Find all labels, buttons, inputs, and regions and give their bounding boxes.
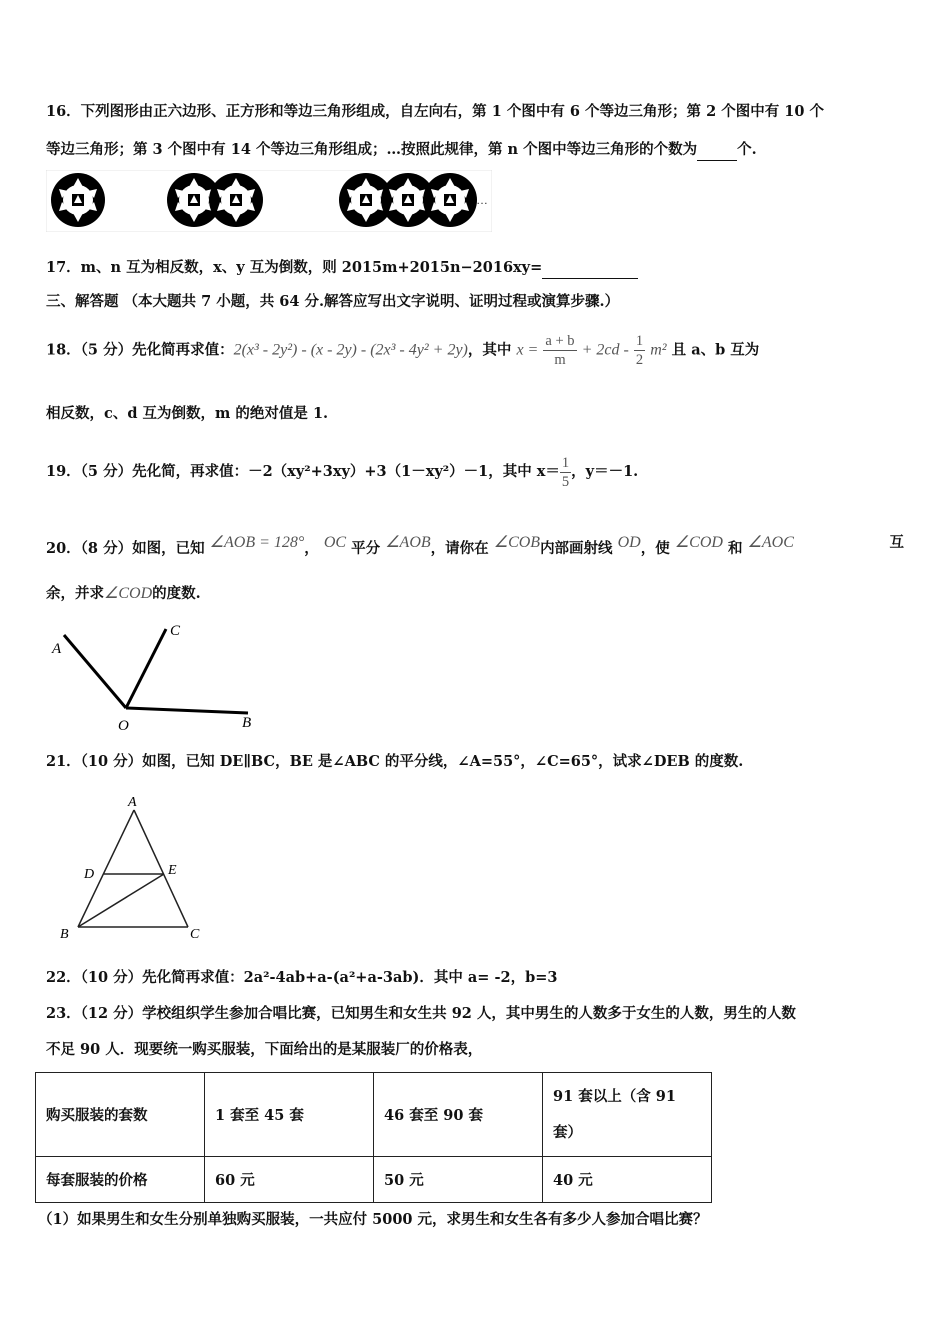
q20-angle-cod: ∠COD xyxy=(674,534,723,551)
q20-line2-b: 的度数. xyxy=(152,585,201,602)
table-cell: 购买服装的套数 xyxy=(36,1073,205,1157)
q16-line2-text: 等边三角形；第 3 个图中有 14 个等边三角形组成；…按照此规律，第 n 个图中等边三角形的个数为 xyxy=(46,141,698,158)
price-table xyxy=(35,1072,712,1203)
table-cell: 1 套至 45 套 xyxy=(205,1073,374,1157)
q19-frac-num: 1 xyxy=(561,454,570,471)
q18-line2: 相反数，c、d 互为倒数，m 的绝对值是 1. xyxy=(46,405,329,422)
q20-angle-aoc: ∠AOC xyxy=(747,534,794,551)
q18-frac2-num: 1 xyxy=(635,333,644,349)
q16-line2 xyxy=(46,140,757,161)
label-b: B xyxy=(242,715,252,731)
q20-od: OD xyxy=(617,534,641,551)
label-d: D xyxy=(84,867,95,882)
q18-frac1-den: m xyxy=(554,352,566,368)
q20-and: 和 xyxy=(727,540,743,557)
q21-triangle-figure xyxy=(56,792,216,944)
label-e: E xyxy=(168,863,177,878)
q19-suffix: ，y＝－1. xyxy=(571,463,639,480)
q18-prefix: 18．（5 分）先化简再求值： xyxy=(46,341,234,359)
table-row xyxy=(36,1157,712,1203)
q20-angle-cob: ∠COB xyxy=(493,534,541,551)
figure-3 xyxy=(339,173,477,227)
q19-prefix: 19．（5 分）先化简，再求值：－2（xy²+3xy）+3（1－xy²）－1，其中 x＝ xyxy=(46,463,560,480)
q20-inside: 内部画射线 xyxy=(540,540,613,557)
q16-line2-end: 个. xyxy=(737,141,757,158)
q17-text: 17．m、n 互为相反数，x、y 互为倒数，则 2015m+2015n−2016xy= xyxy=(46,259,543,276)
q16-ellipsis: … xyxy=(476,193,488,207)
table-cell-line: 91 套以上（含 91 xyxy=(553,1087,676,1105)
table-cell xyxy=(543,1073,712,1157)
figure-1 xyxy=(51,173,105,227)
q20-line2-angle: ∠COD xyxy=(104,585,153,602)
q23-sub1: （1）如果男生和女生分别单独购买服装，一共应付 5000 元，求男生和女生各有多少人参加合唱比赛？ xyxy=(38,1211,708,1228)
ray-oc xyxy=(126,629,166,708)
q18-x-lhs: x = xyxy=(516,341,539,359)
label-o: O xyxy=(118,718,129,734)
q20-angle-aob-2: ∠AOB xyxy=(385,534,431,551)
table-row xyxy=(36,1073,712,1157)
label-c: C xyxy=(190,927,200,942)
ray-oa xyxy=(64,635,126,708)
q21-line: 21．（10 分）如图，已知 DE∥BC，BE 是∠ABC 的平分线，∠A=55°，∠C=65°，试求∠DEB 的度数. xyxy=(46,753,744,770)
table-cell: 60 元 xyxy=(205,1157,374,1203)
q20-oc: OC xyxy=(323,534,347,551)
q20-line2 xyxy=(46,584,201,604)
q18-suffix: 且 a、b 互为 xyxy=(671,341,760,359)
table-cell-line: 套） xyxy=(553,1123,582,1141)
table-cell: 每套服装的价格 xyxy=(36,1157,205,1203)
side-ac xyxy=(134,810,188,927)
q20-angle-figure xyxy=(46,615,266,735)
label-a: A xyxy=(52,641,62,657)
q18-frac2-den: 2 xyxy=(635,352,644,368)
q23-line1: 23．（12 分）学校组织学生参加合唱比赛，已知男生和女生共 92 人，其中男生的人数多于女生的人数，男生的人数 xyxy=(46,1005,796,1022)
q20-line1: 20．（8 分）如图，已知 ∠AOB = 128°， OC 平分 ∠AOB，请你在 ∠COB内部画射线 OD，使 ∠COD 和 ∠AOC 互 xyxy=(46,528,904,564)
ray-ob xyxy=(126,708,248,713)
table-cell: 46 套至 90 套 xyxy=(374,1073,543,1157)
q18-frac1-num: a + b xyxy=(545,333,575,349)
answer-blank xyxy=(697,140,737,161)
q18-expression: 2(x³ - 2y²) - (x - 2y) - (2x³ - 4y² + 2y) xyxy=(233,341,468,359)
q19-frac xyxy=(560,454,571,491)
label-a: A xyxy=(128,795,137,810)
q22-line: 22．（10 分）先化简再求值：2a²-4ab+a-(a²+a-3ab)．其中 a= -2，b=3 xyxy=(46,969,558,986)
figure-2 xyxy=(167,173,263,227)
q18-frac2 xyxy=(634,332,645,369)
table-cell: 50 元 xyxy=(374,1157,543,1203)
q18-plus-term: + 2cd - xyxy=(581,341,629,359)
q18-frac1 xyxy=(543,332,576,369)
label-b: B xyxy=(60,927,69,942)
q18-m-sq: m² xyxy=(650,341,667,359)
q16-line1: 16．下列图形由正六边形、正方形和等边三角形组成，自左向右，第 1 个图中有 6 个等边三角形；第 2 个图中有 10 个 xyxy=(46,103,825,120)
q20-angle-aob: ∠AOB = 128° xyxy=(209,534,305,551)
label-c: C xyxy=(170,623,181,639)
q19-line xyxy=(46,452,638,492)
table-cell: 40 元 xyxy=(543,1157,712,1203)
q19-frac-den: 5 xyxy=(561,473,570,490)
q18-line1 xyxy=(46,332,759,369)
section-3-heading: 三、解答题 （本大题共 7 小题，共 64 分.解答应写出文字说明、证明过程或演算步骤.） xyxy=(46,293,620,310)
q16-figure-strip xyxy=(46,170,492,232)
q20-make: ，使 xyxy=(640,540,670,557)
q18-mid: ，其中 xyxy=(467,341,512,359)
q20-ask: ，请你在 xyxy=(430,540,489,557)
q17-line xyxy=(46,258,638,279)
answer-blank xyxy=(542,258,638,279)
q20-bisect: 平分 xyxy=(351,540,381,557)
q20-mutual: 互 xyxy=(889,534,904,551)
q23-line2: 不足 90 人．现要统一购买服装，下面给出的是某服装厂的价格表， xyxy=(46,1041,483,1058)
q20-line2-a: 余，并求 xyxy=(46,585,104,602)
q20-prefix: 20．（8 分）如图，已知 xyxy=(46,540,205,557)
